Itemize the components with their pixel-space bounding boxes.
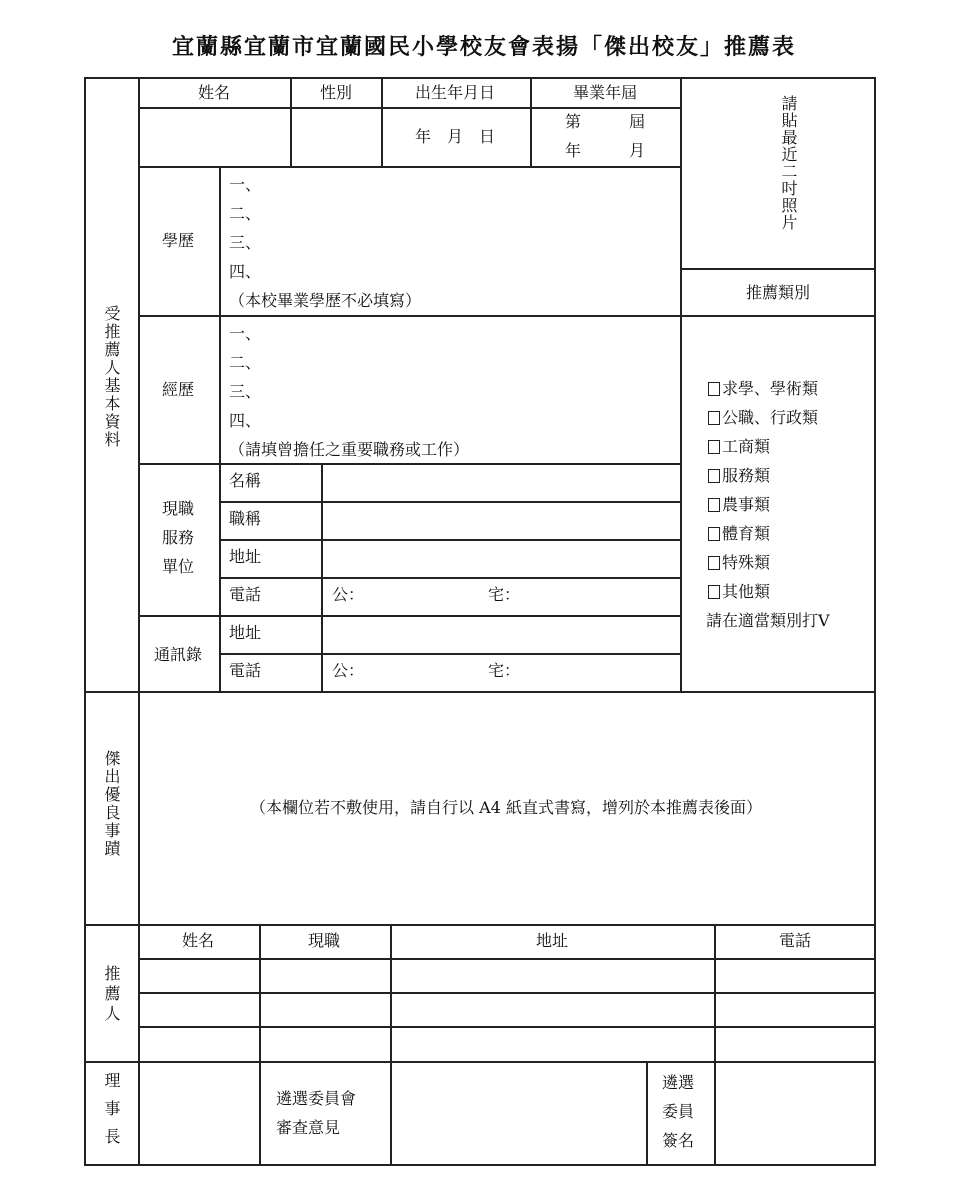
education-line[interactable]: 一、 [229, 175, 262, 194]
checkbox[interactable] [708, 411, 720, 425]
form-title: 宜蘭縣宜蘭市宜蘭國民小學校友會表揚「傑出校友」推薦表 [171, 34, 796, 60]
education-lines[interactable] [229, 170, 421, 315]
experience-line[interactable]: 一、 [229, 324, 262, 343]
checkbox[interactable] [708, 585, 720, 599]
category-list [708, 374, 818, 606]
contact-phone-home[interactable]: 宅： [488, 661, 521, 680]
experience-lines[interactable] [229, 319, 469, 464]
achievements-side-label: 傑出優良事蹟 [102, 750, 121, 858]
category-option[interactable]: 求學、學術類 [708, 374, 818, 403]
category-option[interactable]: 特殊類 [708, 548, 818, 577]
job-phone-home[interactable]: 宅： [488, 585, 521, 604]
category-option[interactable]: 公職、行政類 [708, 403, 818, 432]
recommender-header-phone: 電話 [778, 931, 812, 950]
recommend-category-label: 推薦類別 [745, 283, 811, 302]
recommender-header-address: 地址 [535, 931, 569, 950]
job-phone-label: 電話 [229, 585, 262, 604]
header-graduation-class: 畢業年屆 [572, 83, 638, 102]
contact-label: 通訊錄 [153, 645, 203, 664]
experience-line[interactable]: 二、 [229, 353, 262, 372]
recommender-header-name: 姓名 [181, 931, 215, 950]
contact-address-label: 地址 [229, 623, 262, 642]
education-note: （本校畢業學歷不必填寫） [229, 291, 422, 310]
education-line[interactable]: 二、 [229, 204, 262, 223]
photo-placeholder: 請貼最近二吋照片 [779, 95, 798, 231]
checkbox[interactable] [708, 440, 720, 454]
header-name: 姓名 [197, 83, 231, 102]
education-label: 學歷 [161, 231, 195, 250]
contact-phone-office[interactable]: 公： [332, 661, 365, 680]
current-job-label: 現職 服務 單位 [162, 499, 195, 576]
checkbox[interactable] [708, 382, 720, 396]
basic-info-side-label: 受推薦人基本資料 [102, 305, 121, 449]
education-line[interactable]: 三、 [229, 233, 262, 252]
job-title-label: 職稱 [229, 509, 262, 528]
education-line[interactable]: 四、 [229, 262, 262, 281]
job-address-label: 地址 [229, 547, 262, 566]
contact-phone-label: 電話 [229, 661, 262, 680]
category-option[interactable]: 其他類 [708, 577, 818, 606]
chairman-side-label: 理事長 [102, 1072, 121, 1156]
header-birth-date: 出生年月日 [414, 83, 496, 102]
checkbox[interactable] [708, 498, 720, 512]
experience-label: 經歷 [161, 380, 195, 399]
category-option[interactable]: 工商類 [708, 432, 818, 461]
category-option[interactable]: 體育類 [708, 519, 818, 548]
achievements-note: （本欄位若不敷使用，請自行以 A4 紙直式書寫，增列於本推薦表後面） [250, 798, 762, 817]
committee-review-label: 遴選委員會 審查意見 [276, 1089, 357, 1137]
recommender-side-label: 推薦人 [102, 965, 121, 1025]
committee-sign-label: 遴選 委員 簽名 [662, 1073, 695, 1150]
recommender-header-job: 現職 [307, 931, 341, 950]
experience-note: （請填曾擔任之重要職務或工作） [229, 440, 470, 459]
recommendation-form [84, 77, 876, 1166]
header-gender: 性別 [319, 83, 353, 102]
checkbox[interactable] [708, 527, 720, 541]
graduation-date-field[interactable]: 年 月 [564, 141, 646, 160]
experience-line[interactable]: 三、 [229, 382, 262, 401]
birth-date-field[interactable]: 年 月 日 [414, 127, 496, 146]
experience-line[interactable]: 四、 [229, 411, 262, 430]
job-phone-office[interactable]: 公： [332, 585, 365, 604]
category-option[interactable]: 服務類 [708, 461, 818, 490]
checkbox[interactable] [708, 556, 720, 570]
graduation-class-field[interactable]: 第 屆 [564, 112, 646, 131]
category-note: 請在適當類別打V [706, 611, 830, 630]
category-option[interactable]: 農事類 [708, 490, 818, 519]
checkbox[interactable] [708, 469, 720, 483]
job-name-label: 名稱 [229, 471, 262, 490]
